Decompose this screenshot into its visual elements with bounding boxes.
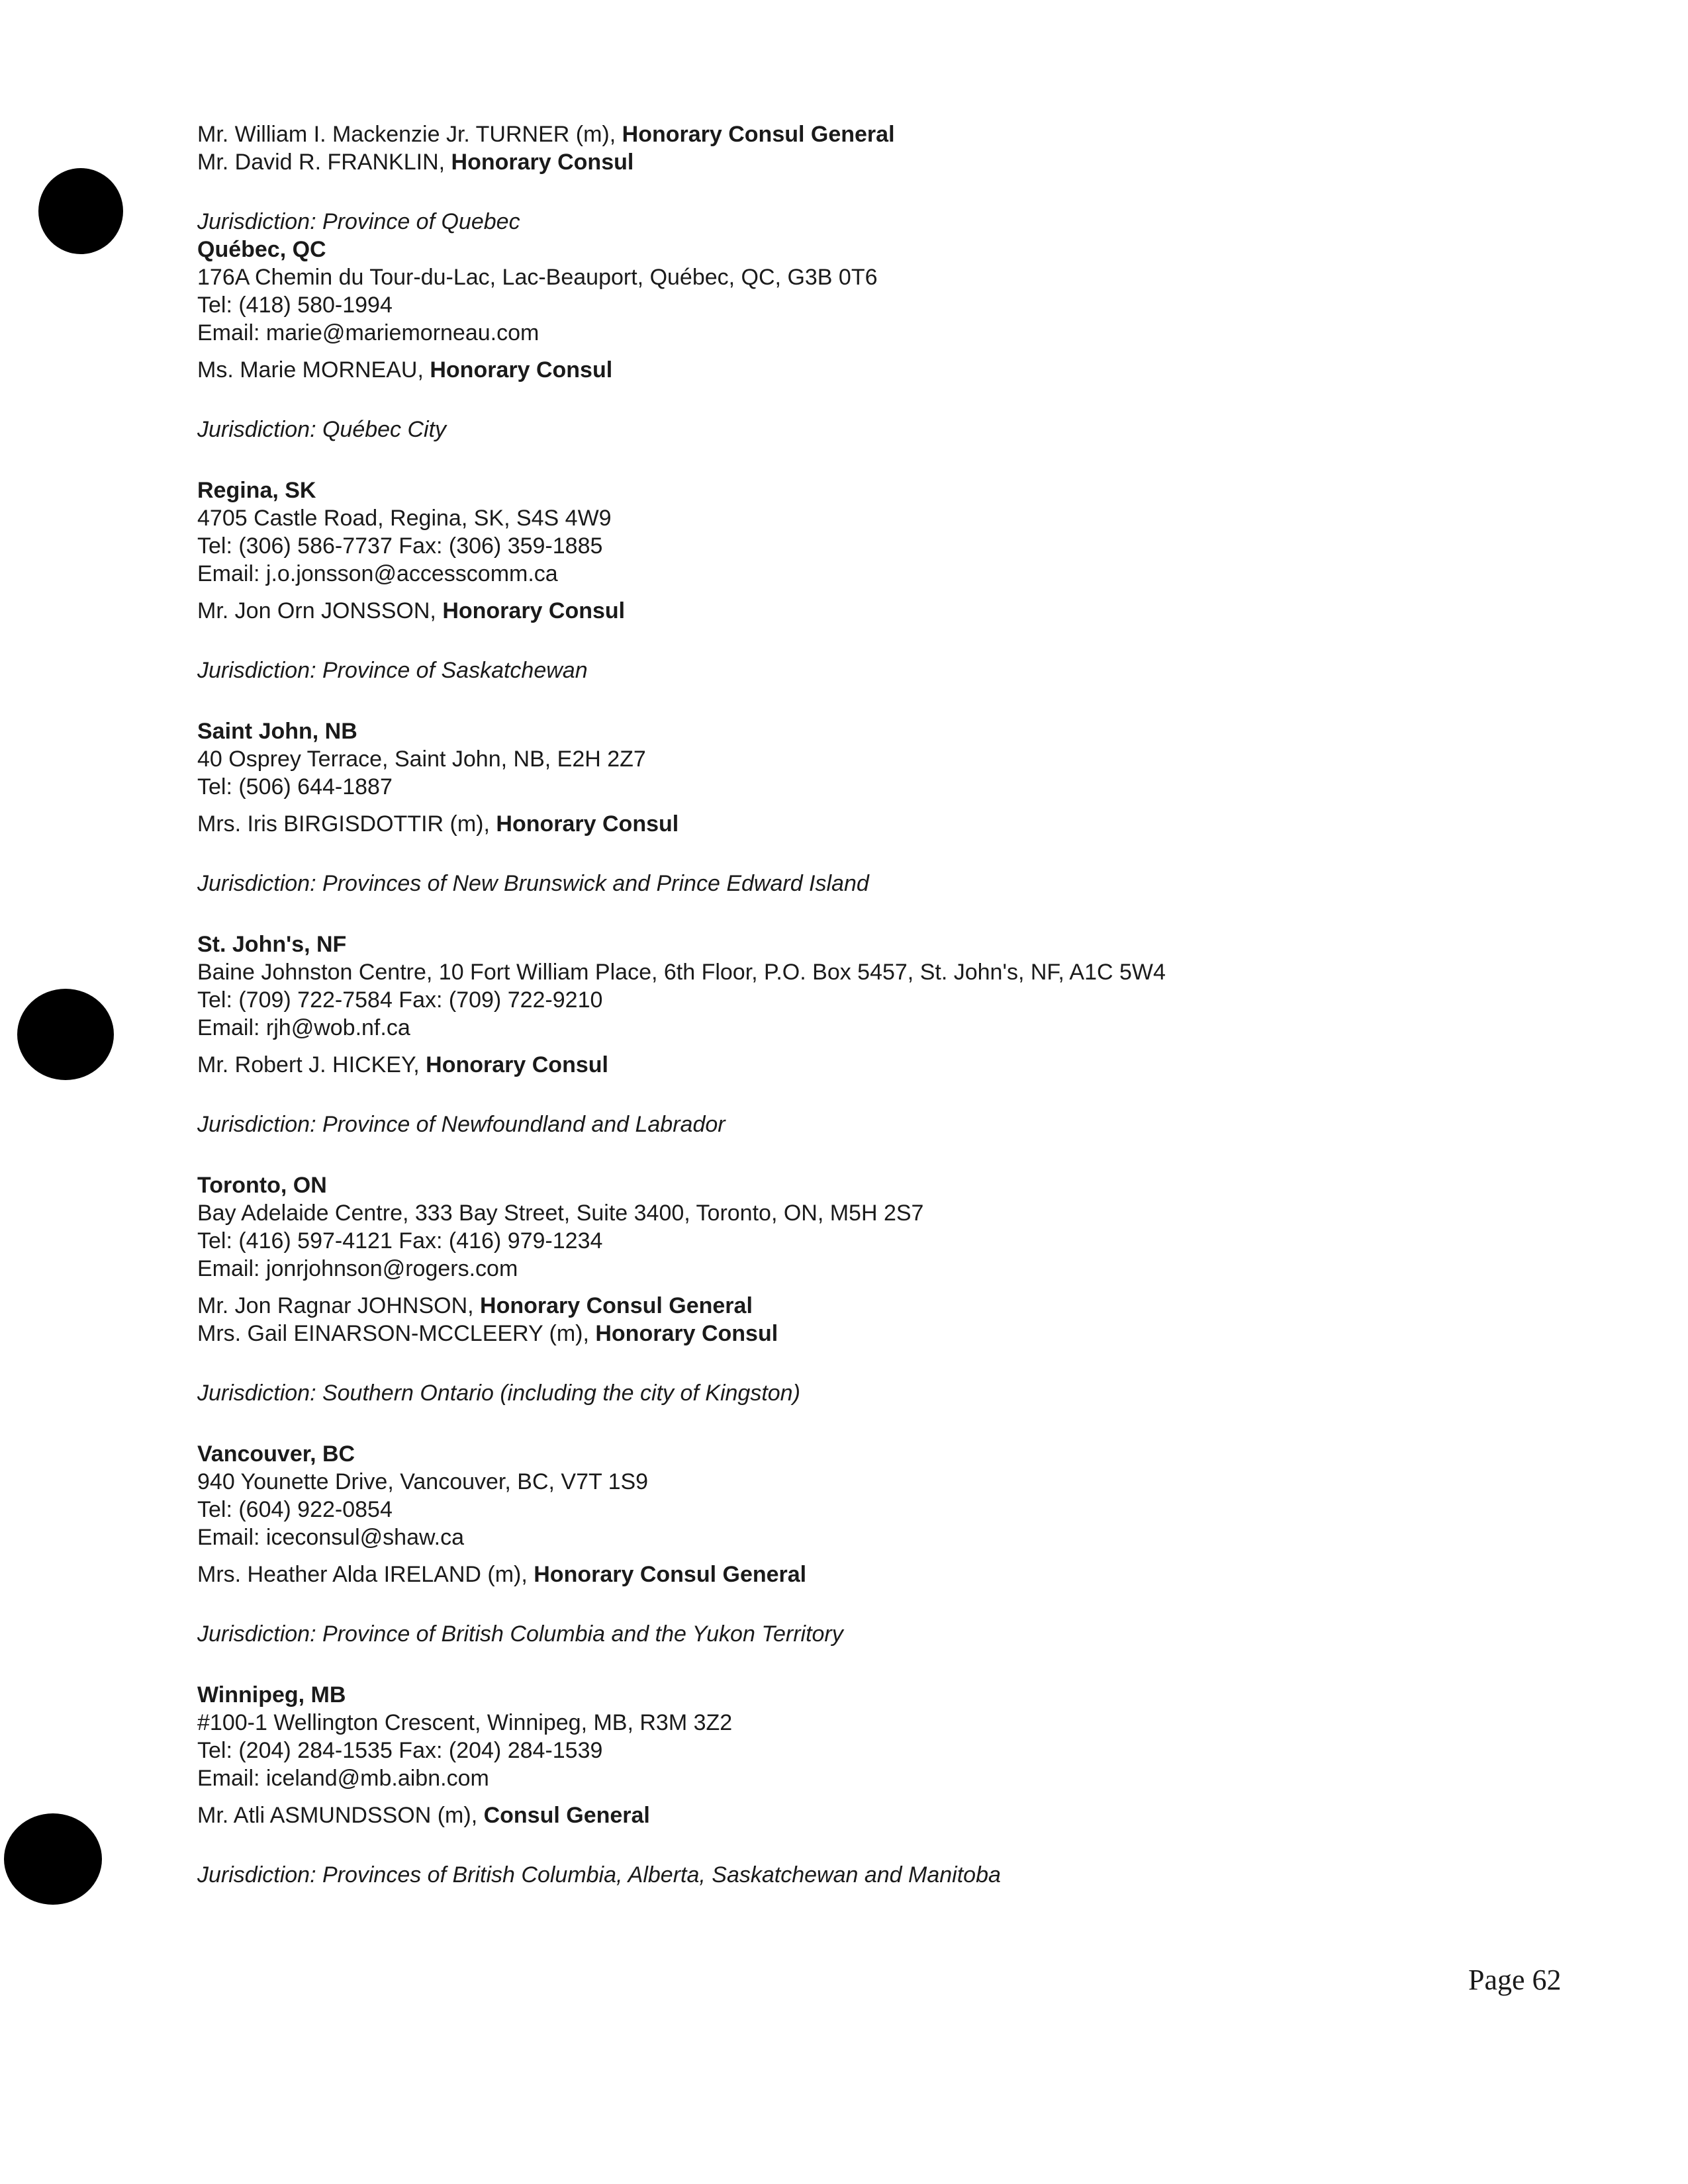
person-line — [197, 1320, 1455, 1347]
consulate-section — [197, 477, 1455, 684]
persons-block — [197, 1051, 1455, 1079]
contact-line: 40 Osprey Terrace, Saint John, NB, E2H 2Z7 — [197, 747, 646, 772]
person-name: Mr. Jon Orn JONSSON, — [197, 598, 443, 623]
persons-block — [197, 1801, 1455, 1829]
person-title: Honorary Consul — [442, 598, 626, 623]
persons-block — [197, 810, 1455, 838]
person-name: Mrs. Gail EINARSON-MCCLEERY (m), — [197, 1321, 596, 1346]
contact-line: Baine Johnston Centre, 10 Fort William Place, 6th Floor, P.O. Box 5457, St. John's, NF, A1C 5W4 — [197, 960, 1166, 985]
person-line — [197, 148, 1455, 176]
person-line — [197, 120, 1455, 148]
consulate-section — [197, 236, 1455, 443]
consulate-section — [197, 1681, 1455, 1889]
persons-block — [197, 597, 1455, 625]
contact-line: Email: iceland@mb.aibn.com — [197, 1766, 489, 1791]
consulate-section — [197, 931, 1455, 1138]
jurisdiction-text: Jurisdiction: Province of Newfoundland and Labrador — [197, 1112, 726, 1137]
person-line — [197, 810, 1455, 838]
contact-line: Email: marie@mariemorneau.com — [197, 320, 539, 345]
contact-line: #100-1 Wellington Crescent, Winnipeg, MB, R3M 3Z2 — [197, 1710, 733, 1735]
person-name: Mrs. Heather Alda IRELAND (m), — [197, 1562, 534, 1587]
consulate-section — [197, 717, 1455, 897]
contact-line: Email: iceconsul@shaw.ca — [197, 1525, 465, 1550]
consulate-section — [197, 1171, 1455, 1407]
city-heading: St. John's, NF — [197, 932, 347, 957]
jurisdiction-text: Jurisdiction: Provinces of British Columbia, Alberta, Saskatchewan and Manitoba — [197, 1862, 1001, 1888]
person-line — [197, 1051, 1455, 1079]
contact-line: Tel: (604) 922-0854 — [197, 1497, 393, 1522]
person-name: Ms. Marie MORNEAU, — [197, 357, 430, 383]
city-heading: Regina, SK — [197, 478, 316, 503]
contact-line: Tel: (709) 722-7584 Fax: (709) 722-9210 — [197, 987, 603, 1013]
person-title: Honorary Consul — [451, 150, 634, 175]
city-heading: Saint John, NB — [197, 719, 357, 744]
person-name: Mr. Jon Ragnar JOHNSON, — [197, 1293, 481, 1318]
jurisdiction-text: Jurisdiction: Province of British Columbia and the Yukon Territory — [197, 1621, 843, 1647]
contact-line: Bay Adelaide Centre, 333 Bay Street, Suite 3400, Toronto, ON, M5H 2S7 — [197, 1201, 924, 1226]
city-heading: Québec, QC — [197, 237, 326, 262]
person-name: Mr. Atli ASMUNDSSON (m), — [197, 1803, 484, 1828]
persons-block — [197, 356, 1455, 384]
person-title: Honorary Consul — [595, 1321, 778, 1346]
contact-line: Tel: (306) 586-7737 Fax: (306) 359-1885 — [197, 533, 603, 559]
contact-line: Tel: (418) 580-1994 — [197, 293, 393, 318]
contact-line: Tel: (204) 284-1535 Fax: (204) 284-1539 — [197, 1738, 603, 1763]
contact-line: Tel: (416) 597-4121 Fax: (416) 979-1234 — [197, 1228, 603, 1253]
person-title: Honorary Consul General — [534, 1562, 807, 1587]
city-heading: Toronto, ON — [197, 1173, 327, 1198]
persons-block — [197, 1561, 1455, 1588]
person-title: Honorary Consul — [430, 357, 613, 383]
contact-line: Email: jonrjohnson@rogers.com — [197, 1256, 518, 1281]
person-title: Honorary Consul — [496, 811, 679, 837]
jurisdiction-text: Jurisdiction: Québec City — [197, 417, 447, 442]
person-line — [197, 1292, 1455, 1320]
person-line — [197, 1561, 1455, 1588]
person-title: Honorary Consul General — [622, 122, 895, 147]
contact-line: Email: j.o.jonsson@accesscomm.ca — [197, 561, 558, 586]
contact-line: Email: rjh@wob.nf.ca — [197, 1015, 410, 1040]
person-title: Honorary Consul — [426, 1052, 608, 1077]
person-title: Honorary Consul General — [480, 1293, 753, 1318]
punch-hole-bottom — [4, 1813, 102, 1905]
punch-hole-top — [38, 168, 123, 254]
city-heading: Winnipeg, MB — [197, 1682, 346, 1707]
jurisdiction-text: Jurisdiction: Southern Ontario (including the city of Kingston) — [197, 1381, 800, 1406]
person-line — [197, 1801, 1455, 1829]
consulate-section — [197, 1440, 1455, 1648]
page-number: Page 62 — [1468, 1964, 1562, 1996]
person-name: Mr. Robert J. HICKEY, — [197, 1052, 426, 1077]
city-heading: Vancouver, BC — [197, 1441, 355, 1467]
person-line — [197, 356, 1455, 384]
contact-line: 176A Chemin du Tour-du-Lac, Lac-Beauport, Québec, QC, G3B 0T6 — [197, 265, 878, 290]
person-name: Mr. David R. FRANKLIN, — [197, 150, 451, 175]
person-name: Mr. William I. Mackenzie Jr. TURNER (m), — [197, 122, 622, 147]
jurisdiction-text: Jurisdiction: Provinces of New Brunswick and Prince Edward Island — [197, 871, 869, 896]
persons-block — [197, 1292, 1455, 1347]
jurisdiction-text: Jurisdiction: Province of Saskatchewan — [197, 658, 588, 683]
intro-section — [197, 120, 1455, 236]
person-name: Mrs. Iris BIRGISDOTTIR (m), — [197, 811, 496, 837]
contact-line: Tel: (506) 644-1887 — [197, 774, 393, 799]
jurisdiction-text: Jurisdiction: Province of Quebec — [197, 209, 520, 234]
contact-line: 940 Younette Drive, Vancouver, BC, V7T 1S9 — [197, 1469, 649, 1494]
contact-line: 4705 Castle Road, Regina, SK, S4S 4W9 — [197, 506, 612, 531]
person-line — [197, 597, 1455, 625]
consulate-listing — [197, 120, 1455, 1889]
punch-hole-middle — [17, 989, 114, 1080]
person-title: Consul General — [483, 1803, 650, 1828]
